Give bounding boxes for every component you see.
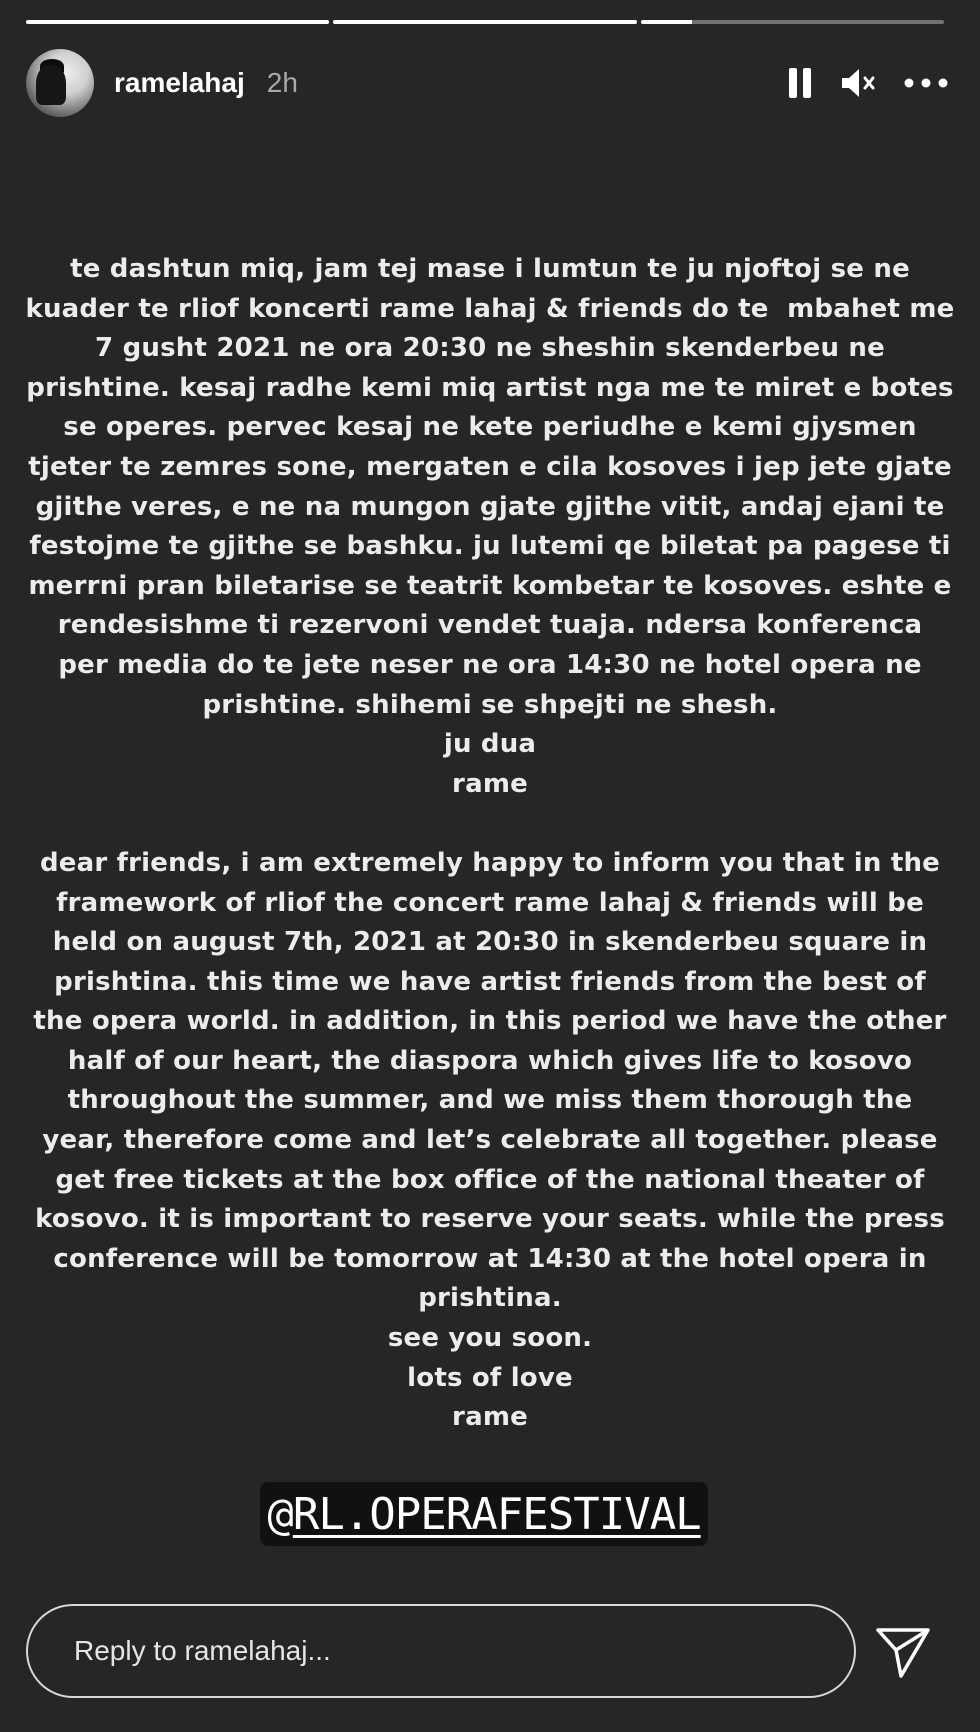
reply-input[interactable] [72, 1634, 854, 1668]
story-progress-bar [26, 20, 944, 24]
username-link[interactable]: ramelahaj [114, 67, 245, 98]
reply-field[interactable] [26, 1604, 856, 1698]
mention-at-symbol: @ [267, 1488, 293, 1540]
progress-segment-fill [641, 20, 693, 24]
progress-segment [333, 20, 636, 24]
mute-button[interactable] [840, 67, 876, 99]
progress-segment-fill [333, 20, 636, 24]
avatar[interactable] [26, 49, 94, 117]
post-time: 2h [266, 67, 298, 98]
mention-handle: RL.OPERAFESTIVAL [292, 1488, 701, 1540]
speaker-muted-icon [840, 67, 876, 99]
pause-icon [788, 67, 812, 99]
send-button[interactable] [874, 1624, 932, 1680]
story-text: te dashtun miq, jam tej mase i lumtun te ju njoftoj se ne kuader te rliof koncerti rame lahaj & friends do te mbahet me 7 gusht 2021 ne ora 20:30 ne sheshin skenderbeu ne prishtine. kesaj radhe kemi miq artist nga me te miret e botes se operes. pervec kesaj ne kete periudhe e kemi gjysmen tjeter te zemres sone, mergaten e cila kosoves i jep jete gjate gjithe veres, e ne na mungon gjate gjithe vitit, andaj ejani te festojme te gjithe se bashku. ju lutemi qe biletat pa pagese ti merrni pran biletarise se teatrit kombetar te kosoves. eshte e rendesishme ti rezervoni vendet tuaja. ndersa konferenca per media do te jete neser ne ora 14:30 ne hotel opera ne prishtine. shihemi se shpejti ne shesh. ju dua rame dear friends, i am extremely happy to inform you that in the framework of rliof the concert rame lahaj & friends will be held on august 7th, 2021 at 20:30 in skenderbeu square in prishtina. this time we have artist friends from the best of the opera world. in addition, in this period we have the other half of our heart, the diaspora which gives life to kosovo throughout the summer, and we miss them thorough the year, therefore come and let’s celebrate all together. please get free tickets at the box office of the national theater of kosovo. it is important to reserve your seats. while the press conference will be tomorrow at 14:30 at the hotel opera in prishtina. see you soon. lots of love rame [25, 254, 955, 1433]
pause-button[interactable] [788, 67, 812, 99]
send-icon [874, 1624, 932, 1680]
progress-segment [26, 20, 329, 24]
more-options-button[interactable] [904, 78, 948, 88]
story-controls [788, 67, 948, 99]
progress-segment [641, 20, 944, 24]
story-header [26, 48, 954, 118]
mention-sticker[interactable] [260, 1482, 708, 1546]
avatar-silhouette-shape [36, 65, 66, 105]
progress-segment-fill [26, 20, 329, 24]
more-options-icon [904, 78, 948, 88]
